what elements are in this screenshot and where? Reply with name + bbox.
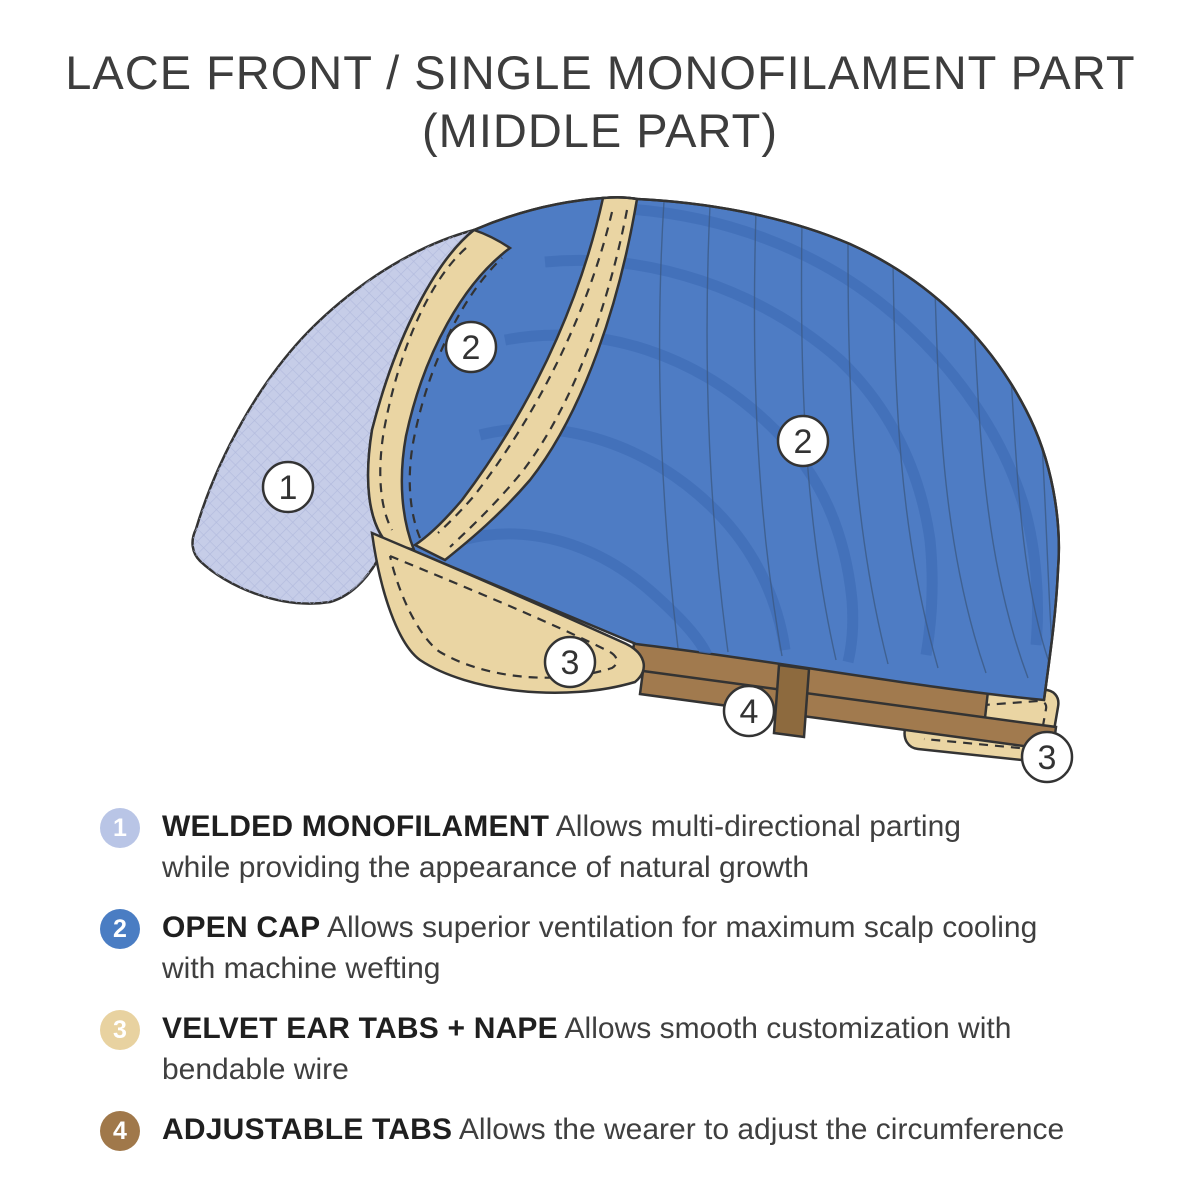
legend-desc-2-line1: Allows superior ventilation for maximum scalp cooling [326,911,1038,944]
callout-3-ear-label: 3 [560,644,580,682]
legend [100,806,1110,1151]
legend-badge-3: 3 [100,1010,140,1050]
legend-desc-1-line1: Allows multi-directional parting [555,810,961,843]
callout-1-label: 1 [278,469,298,507]
strap-buckle [774,665,809,737]
callout-2-main [778,416,828,466]
legend-item-welded-monofilament [100,806,1110,888]
legend-badge-1: 1 [100,808,140,848]
legend-badge-4: 4 [100,1111,140,1151]
legend-item-open-cap [100,907,1110,989]
legend-desc-4-line1: Allows the wearer to adjust the circumference [458,1113,1065,1146]
legend-desc-1-line2: while providing the appearance of natural growth [162,851,810,884]
legend-item-adjustable-tabs [100,1109,1110,1151]
legend-item-velvet-ear-tabs [100,1008,1110,1090]
callout-3-nape [1022,732,1072,782]
callout-2-main-label: 2 [793,423,813,461]
callout-3-ear [545,637,595,687]
legend-text-3 [162,1008,1011,1090]
page-title-line2: (MIDDLE PART) [422,104,778,157]
legend-title-3: VELVET EAR TABS + NAPE [162,1012,558,1045]
legend-text-4 [162,1109,1064,1150]
legend-title-1: WELDED MONOFILAMENT [162,810,550,843]
callout-4 [724,686,774,736]
callout-1 [263,462,313,512]
callout-4-label: 4 [739,693,759,731]
page-title [0,44,1200,160]
legend-desc-2-line2: with machine wefting [162,952,441,985]
page-title-line1: LACE FRONT / SINGLE MONOFILAMENT PART [65,46,1135,99]
callout-2-front [446,322,496,372]
legend-text-2 [162,907,1037,989]
legend-text-1 [162,806,961,888]
callout-3-nape-label: 3 [1037,739,1057,777]
legend-title-4: ADJUSTABLE TABS [162,1113,453,1146]
legend-badge-2: 2 [100,909,140,949]
callout-2-front-label: 2 [461,329,481,367]
legend-title-2: OPEN CAP [162,911,321,944]
legend-desc-3-line1: Allows smooth customization with [564,1012,1012,1045]
legend-desc-3-line2: bendable wire [162,1053,349,1086]
